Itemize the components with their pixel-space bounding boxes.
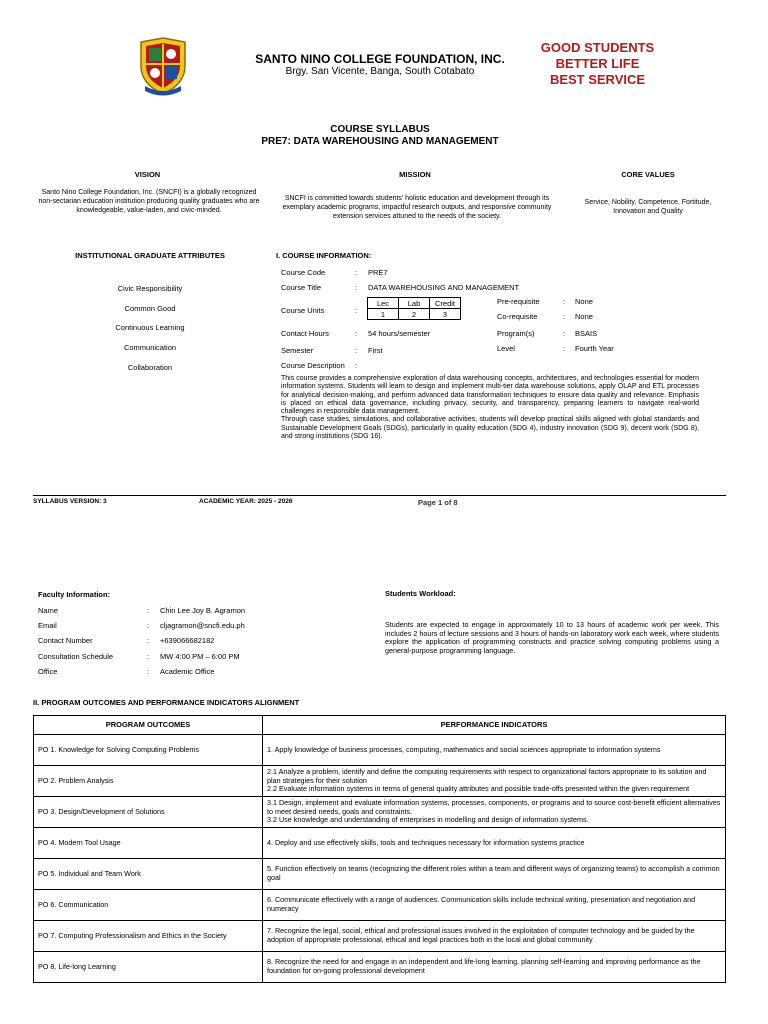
level-value: Fourth Year <box>575 344 614 353</box>
faculty-office-label: Office <box>38 667 58 676</box>
units-value-credit: 3 <box>430 309 461 320</box>
performance-indicator-cell <box>263 735 726 766</box>
course-code-label: Course Code <box>281 268 326 277</box>
performance-indicator-cell <box>263 921 726 952</box>
attribute-item: Civic Responsibility <box>117 284 183 293</box>
performance-indicator-cell <box>263 952 726 983</box>
colon: : <box>147 621 150 630</box>
faculty-name-value: Chin Lee Joy B. Agramon <box>160 606 246 615</box>
faculty-consultation-value: MW 4:00 PM – 6:00 PM <box>160 652 240 661</box>
performance-indicator-cell <box>263 828 726 859</box>
course-title-value: DATA WAREHOUSING AND MANAGEMENT <box>368 283 520 292</box>
program-outcomes-table <box>33 715 726 983</box>
syllabus-title: COURSE SYLLABUS <box>330 124 430 135</box>
indicator-line: 2.1 Analyze a problem, identify and define the computing requirements with respect to organizational factors appropriate to its solution and plan strategies for their solution <box>267 767 707 785</box>
colon: : <box>147 606 150 615</box>
program-outcome-cell: PO 3. Design/Development of Solutions <box>34 797 263 828</box>
workload-heading: Students Workload: <box>385 589 456 598</box>
indicator-line: 1. Apply knowledge of business processes, computing, mathematics and social sciences appropriate to information systems <box>267 744 661 754</box>
course-description-paragraph: Through case studies, simulations, and collaborative activities, students will develop practical skills aligned with global standards and Sustainable Development Goals (SDGs), particularly in quality education (SDG 4), industry innovation (SDG 9), decent work (SDG 8), and strong institutions (SDG 16). <box>281 416 699 441</box>
colon: : <box>147 667 150 676</box>
academic-year: ACADEMIC YEAR: 2025 - 2026 <box>199 498 293 505</box>
units-value-lec: 1 <box>368 309 399 320</box>
colon: : <box>563 329 566 338</box>
indicator-line: 5. Function effectively on teams (recognizing the different roles within a team and different ways of organizing teams) to accomplish a common goal <box>267 864 720 882</box>
faculty-email-value: cljagramon@sncfi.edu.ph <box>160 621 245 630</box>
college-address: Brgy. San Vicente, Banga, South Cotabato <box>285 66 475 77</box>
table-row <box>34 797 726 828</box>
contact-hours-value: 54 hours/semester <box>368 329 431 338</box>
colon: : <box>355 283 358 292</box>
core-values-heading: CORE VALUES <box>621 170 675 179</box>
footer-divider <box>33 495 726 496</box>
table-row <box>34 952 726 983</box>
units-header-credit: Credit <box>430 298 461 309</box>
performance-indicator-cell <box>263 797 726 828</box>
colon: : <box>147 636 150 645</box>
performance-indicator-cell <box>263 859 726 890</box>
level-label: Level <box>497 344 515 353</box>
contact-hours-label: Contact Hours <box>281 329 329 338</box>
faculty-contact-label: Contact Number <box>38 636 93 645</box>
indicator-line: 6. Communicate effectively with a range of audiences. Communication skills include technical writing, presentation and negotiation and numeracy <box>267 895 696 913</box>
po-section-heading: II. PROGRAM OUTCOMES AND PERFORMANCE INDICATORS ALIGNMENT <box>33 698 300 707</box>
program-outcome-cell: PO 2. Problem Analysis <box>34 766 263 797</box>
course-units-label: Course Units <box>281 306 325 315</box>
course-description-label: Course Description <box>281 361 345 370</box>
college-name: SANTO NINO COLLEGE FOUNDATION, INC. <box>255 52 505 66</box>
program-outcome-cell: PO 4. Modern Tool Usage <box>34 828 263 859</box>
course-code-value: PRE7 <box>368 268 388 277</box>
colon: : <box>563 312 566 321</box>
program-outcome-cell: PO 5. Individual and Team Work <box>34 859 263 890</box>
program-outcome-cell: PO 6. Communication <box>34 890 263 921</box>
indicator-line: 3.2 Use knowledge and understanding of enterprises in modelling and design of information systems. <box>267 815 589 825</box>
vision-heading: VISION <box>134 170 161 179</box>
indicator-line: 2.2 Evaluate information systems in terms of general quality attributes and possible trade-offs presented within the given requirement <box>267 784 690 794</box>
table-header-row <box>34 716 726 735</box>
table-row <box>34 828 726 859</box>
corequisite-label: Co-requisite <box>497 312 538 321</box>
college-seal-logo <box>133 36 193 98</box>
faculty-email-label: Email <box>38 621 57 630</box>
page-number: Page 1 of 8 <box>418 498 458 507</box>
motto-line-3: BEST SERVICE <box>549 72 646 87</box>
colon: : <box>355 306 358 315</box>
college-motto <box>530 40 665 88</box>
core-values-text: Service, Nobility, Competence, Fortitude, Innovation and Quality <box>584 199 712 215</box>
mission-heading: MISSION <box>399 170 431 179</box>
colon: : <box>355 268 358 277</box>
indicator-line: 7. Recognize the legal, social, ethical and professional issues involved in the exploitation of computer technology and be guided by the adoption of appropriate professional, ethical and legal practices both in the local and global community <box>267 926 695 944</box>
program-value: BSAIS <box>575 329 598 338</box>
faculty-heading: Faculty Information: <box>38 590 111 599</box>
colon: : <box>355 346 358 355</box>
indicator-line: 4. Deploy and use effectively skills, tools and techniques necessary for information systems practice <box>267 837 585 847</box>
performance-indicator-cell <box>263 890 726 921</box>
program-outcome-cell: PO 1. Knowledge for Solving Computing Problems <box>34 735 263 766</box>
table-row <box>34 735 726 766</box>
prerequisite-label: Pre-requisite <box>497 297 540 306</box>
syllabus-version: SYLLABUS VERSION: 3 <box>33 498 107 505</box>
faculty-contact-value: +639066682182 <box>160 636 215 645</box>
attribute-item: Collaboration <box>127 363 173 372</box>
course-units-table <box>367 297 461 320</box>
units-header-lec: Lec <box>368 298 399 309</box>
colon: : <box>563 344 566 353</box>
units-header-lab: Lab <box>399 298 430 309</box>
attribute-item: Communication <box>123 343 177 352</box>
table-row <box>34 766 726 797</box>
course-title-heading: PRE7: DATA WAREHOUSING AND MANAGEMENT <box>261 136 499 147</box>
colon: : <box>355 329 358 338</box>
column-header: PROGRAM OUTCOMES <box>34 716 263 735</box>
attribute-item: Continuous Learning <box>115 323 185 332</box>
vision-text: Santo Nino College Foundation, Inc. (SNCFI) is a globally recognized non-sectarian education institution producing quality graduates who are knowledgeable, value-laden, and civic-minded. <box>38 189 260 214</box>
workload-text: Students are expected to engage in approximately 10 to 13 hours of academic work per week. This includes 2 hours of lecture sessions and 3 hours of hands-on laboratory work each week, where students explore the application of programming constructs and practice solving computing problems using a general-purpose programming language. <box>385 620 720 655</box>
units-value-lab: 2 <box>399 309 430 320</box>
syllabus-title-block <box>230 124 530 148</box>
faculty-name-label: Name <box>38 606 59 615</box>
corequisite-value: None <box>575 312 593 321</box>
course-description-text <box>281 375 699 441</box>
table-row <box>34 859 726 890</box>
table-row <box>34 890 726 921</box>
table-row <box>34 921 726 952</box>
colon: : <box>355 361 358 370</box>
prerequisite-value: None <box>575 297 593 306</box>
indicator-line: 8. Recognize the need for and engage in an independent and life-long learning, planning self-learning and improving performance as the foundation for on-going professional development <box>267 957 701 975</box>
course-info-heading: I. COURSE INFORMATION: <box>276 251 372 260</box>
indicator-line: 3.1 Design, implement and evaluate information systems, processes, components, or programs and to source cost-benefit efficient alternatives to meet desired needs, goals and constraints. <box>267 798 721 816</box>
colon: : <box>563 297 566 306</box>
program-label: Program(s) <box>497 329 535 338</box>
mission-text: SNCFI is committed towards students’ holistic education and development through its exemplary academic programs, impactful research outputs, and responsive community extension services attuned to the needs of the society. <box>282 195 552 220</box>
column-header: PERFORMANCE INDICATORS <box>263 716 726 735</box>
semester-label: Semester <box>281 346 314 355</box>
course-title-label: Course Title <box>281 283 322 292</box>
faculty-office-value: Academic Office <box>160 667 215 676</box>
semester-value: First <box>368 346 383 355</box>
faculty-consultation-label: Consultation Schedule <box>38 652 114 661</box>
program-outcome-cell: PO 7. Computing Professionalism and Ethics in the Society <box>34 921 263 952</box>
colon: : <box>147 652 150 661</box>
performance-indicator-cell <box>263 766 726 797</box>
motto-line-2: BETTER LIFE <box>555 56 640 71</box>
graduate-attributes-heading: INSTITUTIONAL GRADUATE ATTRIBUTES <box>75 251 225 260</box>
course-description-paragraph: This course provides a comprehensive exploration of data warehousing concepts, architectures, and technologies essential for modern information systems. Students will learn to design and implement multi-tier data warehouse solutions, apply OLAP and ETL processes for analytical decision-making, and perform advanced data transformation techniques to ensure data quality and relevance. Emphasis is placed on ethical data governance, including privacy, security, and transparency, preparing learners to navigate real-world challenges in responsible data management. <box>281 375 699 416</box>
attribute-item: Common Good <box>124 304 176 313</box>
motto-line-1: GOOD STUDENTS <box>540 40 655 55</box>
program-outcome-cell: PO 8. Life-long Learning <box>34 952 263 983</box>
